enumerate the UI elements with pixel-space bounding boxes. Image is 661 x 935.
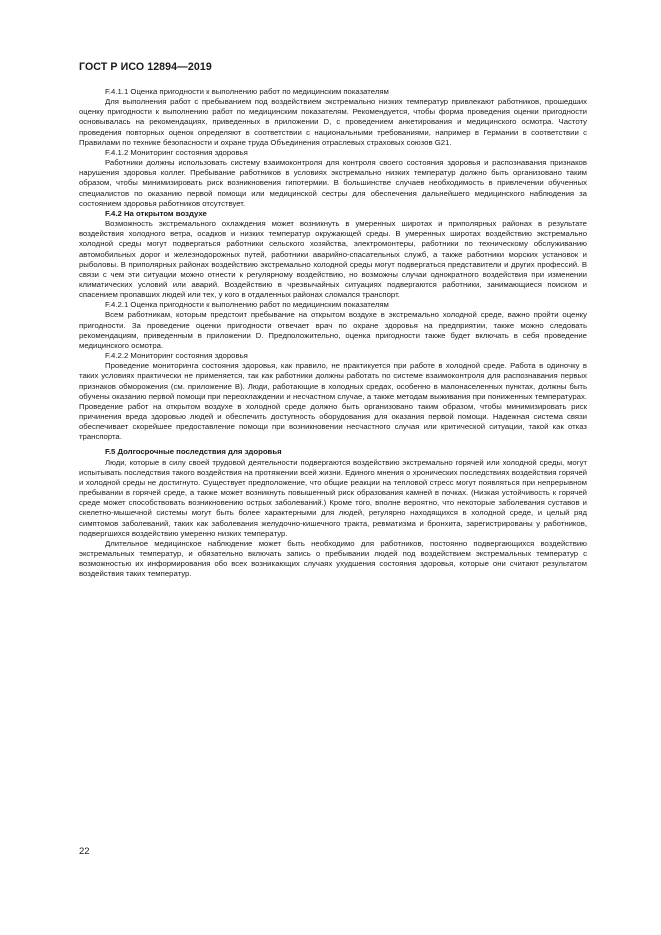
document-body [79, 87, 587, 580]
paragraph: Длительное медицинское наблюдение может быть необходимо для работников, постоянно подвергающихся воздействию экстремальных температур, и обязательно включать запись о пребывании людей под воздействием экстремальных температур с возможностью их информирования обо всех возникающих случаях ухудшения состояния здоровья, которые они считают результатом воздействия таких температур. [79, 538, 587, 579]
section-heading: F.4.2 На открытом воздухе [105, 208, 207, 218]
subsection-title: F.4.1.2 Мониторинг состояния здоровья [105, 147, 248, 157]
paragraph: Для выполнения работ с пребыванием под воздействием экстремально низких температур привлекают работников, прошедших оценку пригодности к выполнению работ по медицинским показателям. Рекомендуется, чтобы форма проведения оценки пригодности основывалась на рекомендациях, приведенных в приложении D, с проведением анкетирования и медицинского осмотра. Частоту проведения повторных оценок определяют в соответствии с национальными требованиями, например в Германии в соответствии с Правилами по технике безопасности и охране труда Объединения отраслевых страховых союзов G21. [79, 97, 587, 147]
paragraph: Всем работникам, которым предстоит пребывание на открытом воздухе в экстремально холодной среде, важно пройти оценку пригодности. За проведение оценки пригодности отвечает врач по охране здоровья на предприятии, также можно следовать рекомендациям, приведенным в приложении D. Предположительно, оценка пригодности также будет включать в себя проведение медицинского осмотра. [79, 310, 587, 350]
paragraph: Люди, которые в силу своей трудовой деятельности подвергаются воздействию экстремально горячей или холодной среды, могут испытывать последствия такого воздействия на протяжении всей жизни. Единого мнения о хронических последствиях воздействия горячей и холодной среды не достигнуто. Существует предположение, что общие реакции на тепловой стресс могут появляться при непрерывном пребывании в горячей среде, а также может возникнуть повышенный риск образования камней в почках. (Низкая устойчивость к горячей среде может способствовать возникновению острых заболеваний.) Кроме того, вполне вероятно, что некоторые заболевания суставов и скелетно-мышечной системы могут быть более характерными для людей, регулярно находящихся в холодной среде, и целый ряд симптомов заболеваний, таких как заболевания желудочно-кишечного тракта, ревматизма и бронхита, зарегистрированы у работников, подвергшихся воздействию умеренно низких температур. [79, 457, 587, 538]
page-number: 22 [79, 846, 90, 857]
document-header: ГОСТ Р ИСО 12894—2019 [79, 61, 212, 73]
paragraph: Проведение мониторинга состояния здоровья, как правило, не практикуется при работе в холодной среде. Работа в одиночку в таких условиях практически не применяется, так как работники должны работать по системе взаимоконтроля для распознавания первых признаков обморожения (см. приложение В). Люди, работающие в холодных средах, особенно в малонаселенных пунктах, должны быть обучены оказанию первой помощи при переохлаждении и несчастном случае, а также методам выживания при пониженных температурах. Проведение работ на открытом воздухе в холодной среде должно быть организовано таким образом, чтобы минимизировать риск причинения вреда здоровью людей и обеспечить доступность оборудования для оказания первой помощи. Надежная система связи обеспечивает скорейшее предоставление помощи при возникновении несчастного случая или критической ситуации, такой как отказ транспорта. [79, 361, 587, 442]
subsection-title: F.4.2.1 Оценка пригодности к выполнению работ по медицинским показателям [105, 300, 389, 310]
paragraph: Работники должны использовать систему взаимоконтроля для контроля своего состояния здоровья и распознавания признаков нарушения здоровья коллег. Пребывание работников в условиях экстремально низких температур должно быть организовано таким образом, чтобы минимизировать риск возникновения гипотермии. В большинстве случаев необходимость в привлечении обученных специалистов по оказанию первой помощи или медицинской сестры для обеспечения дальнейшего медицинского наблюдения за состоянием здоровья работников отсутствует. [79, 158, 587, 208]
subsection-title: F.4.1.1 Оценка пригодности к выполнению работ по медицинским показателям [105, 87, 389, 96]
subsection-title: F.4.2.2 Мониторинг состояния здоровья [105, 351, 248, 361]
paragraph: Возможность экстремального охлаждения может возникнуть в умеренных широтах и приполярных районах в результате воздействия холодного ветра, осадков и низких температур окружающей среды. В умеренных широтах воздействию экстремально холодной среды могут подвергаться работники сельского хозяйства, электромонтеры, работники по техническому обслуживанию автомобильных дорог и железнодорожных путей, работники аварийно-спасательных служб, а также работники морских установок и рыболовы. В приполярных районах воздействию экстремально холодной среды могут подвергаться представители и других профессий. В связи с чем эти ситуации можно отнести к регулярному воздействию, но возможны случаи однократного воздействия при изменении климатических условий или аварий. Воздействию в чрезвычайных ситуациях подвергаются работники, занимающиеся поиском и спасением пропавших людей или тех, у кого в отдаленных районах сломался транспорт. [79, 219, 587, 300]
section-heading: F.5 Долгосрочные последствия для здоровья [105, 447, 282, 457]
